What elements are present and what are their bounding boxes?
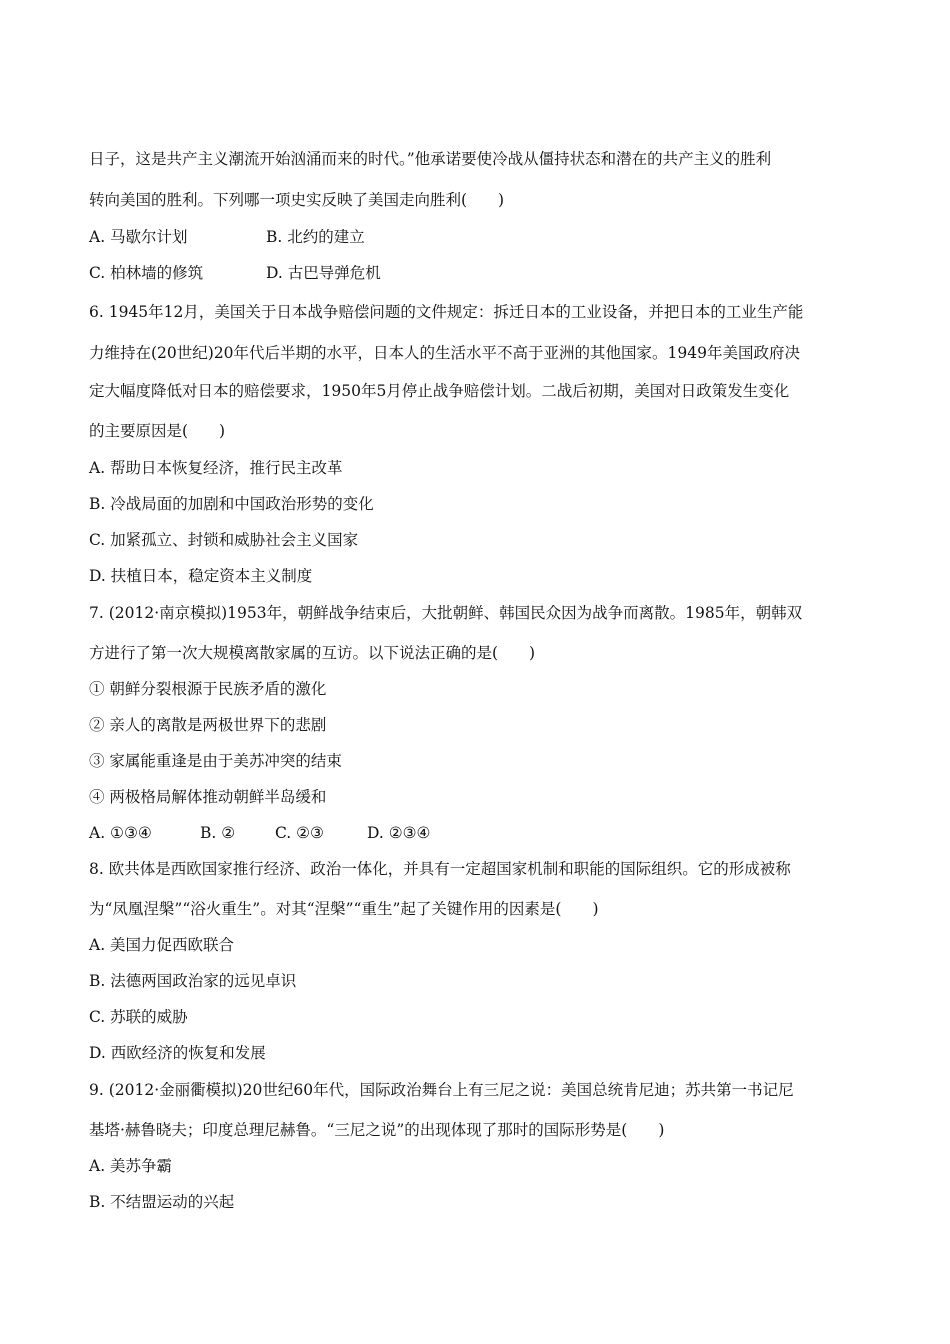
q5-text-line-2: 转向美国的胜利。下列哪一项史实反映了美国走向胜利( ) (89, 191, 505, 209)
q6-option-c: C. 加紧孤立、封锁和威胁社会主义国家 (89, 531, 359, 549)
q6-text-line-4: 的主要原因是( ) (89, 422, 226, 440)
q7-option-d: D. ②③④ (367, 824, 431, 842)
q8-option-c: C. 苏联的威胁 (89, 1008, 188, 1026)
q6-option-b: B. 冷战局面的加剧和中国政治形势的变化 (89, 495, 374, 513)
q5-option-b: B. 北约的建立 (266, 228, 365, 246)
q7-statement-4: ④ 两极格局解体推动朝鲜半岛缓和 (89, 788, 327, 806)
q8-text-line-2: 为“凤凰涅槃”“浴火重生”。对其“涅槃”“重生”起了关键作用的因素是( ) (89, 900, 599, 918)
q7-text-line-2: 方进行了第一次大规模离散家属的互访。以下说法正确的是( ) (89, 644, 536, 662)
q6-text-line-1: 6. 1945年12月，美国关于日本战争赔偿问题的文件规定：拆迁日本的工业设备，并把日本的工业生产能 (89, 303, 804, 321)
q6-text-line-3: 定大幅度降低对日本的赔偿要求，1950年5月停止战争赔偿计划。二战后初期，美国对日政策发生变化 (89, 382, 790, 400)
q7-option-c: C. ②③ (275, 824, 324, 842)
q8-option-d: D. 西欧经济的恢复和发展 (89, 1044, 266, 1062)
q7-text-line-1: 7. (2012·南京模拟)1953年，朝鲜战争结束后，大批朝鲜、韩国民众因为战争而离散。1985年，朝韩双 (89, 604, 803, 622)
q5-option-a: A. 马歇尔计划 (89, 228, 188, 246)
q5-option-d: D. 古巴导弹危机 (266, 264, 381, 282)
q9-text-line-1: 9. (2012·金丽衢模拟)20世纪60年代，国际政治舞台上有三尼之说：美国总统肯尼迪；苏共第一书记尼 (89, 1081, 794, 1099)
q6-option-a: A. 帮助日本恢复经济，推行民主改革 (89, 459, 343, 477)
q9-text-line-2: 基塔·赫鲁晓夫；印度总理尼赫鲁。“三尼之说”的出现体现了那时的国际形势是( ) (89, 1121, 665, 1139)
q8-option-b: B. 法德两国政治家的远见卓识 (89, 972, 297, 990)
q5-text-line-1: 日子，这是共产主义潮流开始汹涌而来的时代。”他承诺要使冷战从僵持状态和潜在的共产主义的胜利 (89, 150, 772, 168)
q8-text-line-1: 8. 欧共体是西欧国家推行经济、政治一体化，并具有一定超国家机制和职能的国际组织。它的形成被称 (89, 860, 791, 878)
q5-option-c: C. 柏林墙的修筑 (89, 264, 204, 282)
q7-option-a: A. ①③④ (89, 824, 152, 842)
q9-option-b: B. 不结盟运动的兴起 (89, 1193, 235, 1211)
q7-statement-3: ③ 家属能重逢是由于美苏冲突的结束 (89, 752, 342, 770)
q9-option-a: A. 美苏争霸 (89, 1157, 173, 1175)
q6-option-d: D. 扶植日本，稳定资本主义制度 (89, 567, 313, 585)
q7-statement-1: ① 朝鲜分裂根源于民族矛盾的激化 (89, 680, 327, 698)
q8-option-a: A. 美国力促西欧联合 (89, 936, 235, 954)
q7-option-b: B. ② (200, 824, 236, 842)
q7-statement-2: ② 亲人的离散是两极世界下的悲剧 (89, 716, 327, 734)
q6-text-line-2: 力维持在(20世纪)20年代后半期的水平，日本人的生活水平不高于亚洲的其他国家。1949年美国政府决 (89, 344, 800, 362)
